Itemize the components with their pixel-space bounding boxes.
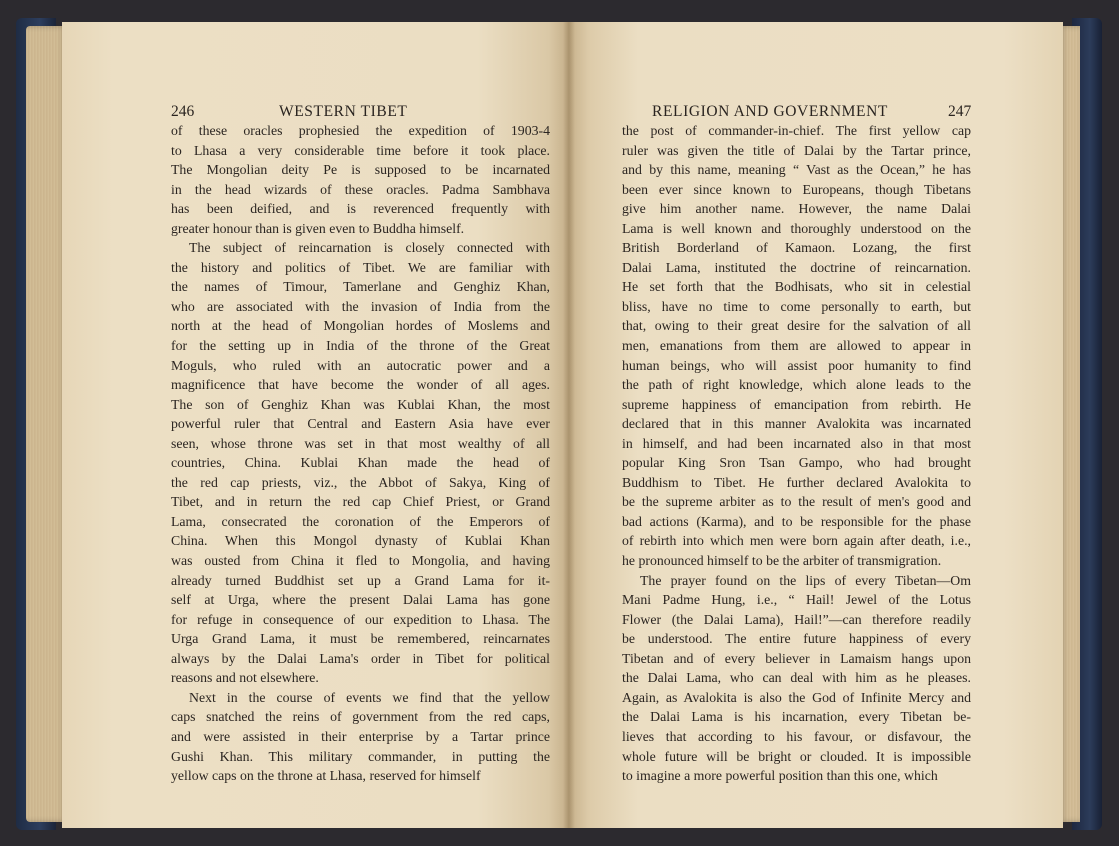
right-page-text: [622, 121, 971, 786]
text-line: the post of commander-in-chief. The first yellow cap: [622, 123, 971, 138]
left-page-number: 246: [171, 103, 195, 120]
text-line: Again, as Avalokita is also the God of Infinite Mercy and: [622, 689, 971, 705]
page-edges-left: [26, 26, 66, 822]
text-line: be the supreme arbiter as to the result of men's good and: [622, 494, 971, 510]
text-line: The son of Genghiz Khan was Kublai Khan, the most: [171, 396, 550, 412]
text-line: Mani Padme Hung, i.e., “ Hail! Jewel of the Lotus: [622, 592, 971, 608]
text-line: declared that in this manner Avalokita was incarnated: [622, 416, 971, 432]
text-line: The subject of reincarnation is closely connected with: [189, 240, 550, 256]
text-line: caps snatched the reins of government from the red caps,: [171, 709, 550, 725]
text-line: reasons and not elsewhere.: [171, 670, 319, 686]
text-line: of rebirth into which men were born again after death, i.e.,: [622, 533, 971, 549]
text-line: Next in the course of events we find that the yellow: [189, 689, 550, 705]
text-line: in himself, and had been incarnated also in that most: [622, 435, 971, 451]
text-line: popular King Sron Tsan Gampo, who had brought: [622, 455, 971, 471]
text-line: lieves that according to his favour, or disfavour, the: [622, 728, 971, 744]
text-line: yellow caps on the throne at Lhasa, reserved for himself: [171, 768, 481, 784]
text-line: human beings, who will assist poor humanity to find: [622, 357, 971, 373]
text-line: the Dalai Lama, who can deal with him as he pleases.: [622, 670, 971, 686]
text-line: Tibet, and in return the red cap Chief Priest, or Grand: [171, 494, 550, 510]
text-line: powerful ruler that Central and Eastern Asia have ever: [171, 416, 550, 432]
text-line: the path of right knowledge, which alone leads to the: [622, 377, 971, 393]
text-line: the Dalai Lama is his incarnation, every Tibetan be-: [622, 709, 971, 725]
text-line: supreme happiness of emancipation from rebirth. He: [622, 396, 971, 412]
text-line: Moguls, who ruled with an autocratic power and a: [171, 357, 550, 373]
text-line: be understood. The entire future happiness of every: [622, 631, 971, 647]
right-page-header: [0, 103, 1119, 123]
right-page-number: 247: [948, 103, 972, 120]
text-line: has been deified, and is reverenced frequently with: [171, 201, 550, 217]
text-line: for the setting up in India of the throne of the Great: [171, 338, 550, 354]
text-line: Lama is well known and thoroughly understood on the: [622, 220, 971, 236]
text-line: always by the Dalai Lama's order in Tibet for political: [171, 650, 550, 666]
text-line: men, emanations from them are allowed to appear in: [622, 338, 971, 354]
text-line: magnificence that have become the wonder of all ages.: [171, 377, 550, 393]
text-line: bliss, have no time to come personally to earth, but: [622, 298, 971, 314]
text-line: and by this name, meaning “ Vast as the Ocean,” he has: [622, 162, 971, 178]
text-line: self at Urga, where the present Dalai Lama has gone: [171, 592, 550, 608]
text-line: was ousted from China it fled to Mongolia, and having: [171, 553, 550, 569]
text-line: The prayer found on the lips of every Tibetan—Om: [640, 572, 971, 588]
text-line: in the head wizards of these oracles. Padma Sambhava: [171, 181, 550, 197]
text-line: China. When this Mongol dynasty of Kublai Khan: [171, 533, 550, 549]
text-line: He set forth that the Bodhisats, who sit in celestial: [622, 279, 971, 295]
text-line: give him another name. However, the name Dalai: [622, 201, 971, 217]
text-line: who are associated with the invasion of India from the: [171, 298, 550, 314]
left-page-text: [171, 121, 550, 786]
text-line: Buddhism to Tibet. He further declared Avalokita to: [622, 474, 971, 490]
text-line: Tibetan and of every believer in Lamaism hangs upon: [622, 650, 971, 666]
text-line: north at the head of Mongolian hordes of Moslems and: [171, 318, 550, 334]
right-running-head: RELIGION AND GOVERNMENT: [652, 103, 888, 120]
gutter: [563, 22, 575, 828]
text-line: Urga Grand Lama, it must be remembered, reincarnates: [171, 631, 550, 647]
text-line: already turned Buddhist set up a Grand Lama for it-: [171, 572, 550, 588]
left-running-head: WESTERN TIBET: [279, 103, 408, 120]
text-line: The Mongolian deity Pe is supposed to be incarnated: [171, 162, 550, 178]
text-line: ruler was given the title of Dalai by the Tartar prince,: [622, 142, 971, 158]
text-line: bad actions (Karma), and to be responsible for the phase: [622, 513, 971, 529]
text-line: the names of Timour, Tamerlane and Genghiz Khan,: [171, 279, 550, 295]
text-line: been ever since known to Europeans, though Tibetans: [622, 181, 971, 197]
text-line: of these oracles prophesied the expedition of 1903-4: [171, 123, 550, 138]
text-line: Flower (the Dalai Lama), Hail!”—can therefore readily: [622, 611, 971, 627]
text-line: for refuge in consequence of our expedition to Lhasa. The: [171, 611, 550, 627]
text-line: he pronounced himself to be the arbiter of transmigration.: [622, 553, 942, 569]
text-line: countries, China. Kublai Khan made the head of: [171, 455, 550, 471]
text-line: greater honour than is given even to Buddha himself.: [171, 220, 465, 236]
text-line: to imagine a more powerful position than this one, which: [622, 768, 938, 784]
text-line: whole future will be bright or clouded. It is impossible: [622, 748, 971, 764]
text-line: British Borderland of Kamaon. Lozang, the first: [622, 240, 971, 256]
text-line: to Lhasa a very considerable time before it took place.: [171, 142, 550, 158]
text-line: Dalai Lama, instituted the doctrine of reincarnation.: [622, 259, 971, 275]
text-line: Gushi Khan. This military commander, in putting the: [171, 748, 550, 764]
page-edges-right: [1060, 26, 1080, 822]
text-line: Lama, consecrated the coronation of the Emperors of: [171, 513, 550, 529]
text-line: that, owing to their great desire for the salvation of all: [622, 318, 971, 334]
text-line: seen, whose throne was set in that most wealthy of all: [171, 435, 550, 451]
text-line: the red cap priests, viz., the Abbot of Sakya, King of: [171, 474, 550, 490]
text-line: and were assisted in their enterprise by a Tartar prince: [171, 728, 550, 744]
text-line: the history and politics of Tibet. We are familiar with: [171, 259, 550, 275]
